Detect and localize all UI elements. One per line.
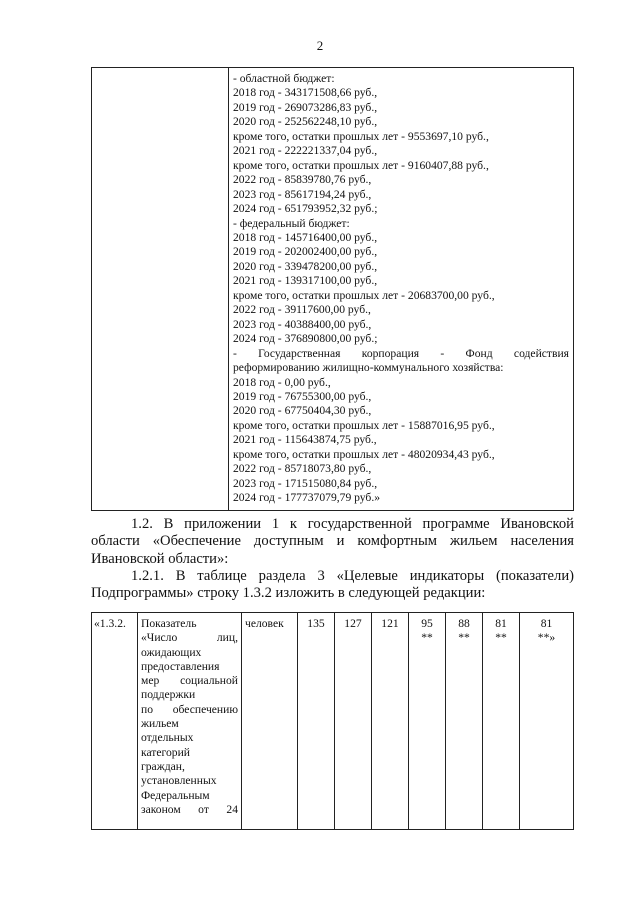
footnote-mark: ** [495, 631, 507, 645]
paragraph-line: Ивановской области»: [91, 550, 229, 567]
funding-line: 2020 год - 67750404,30 руб., [233, 404, 372, 418]
paragraph-line: 1.2.1. В таблице раздела 3 «Целевые индикаторы (показатели) [131, 568, 574, 584]
indicator-name-line: категорий [141, 745, 190, 759]
funding-line: 2021 год - 139317100,00 руб., [233, 274, 378, 288]
funding-line: кроме того, остатки прошлых лет - 9553697,10 руб., [233, 129, 489, 143]
funding-line: 2023 год - 85617194,24 руб., [233, 187, 372, 201]
paragraph-1-2-1 [91, 568, 574, 603]
funding-line: реформированию жилищно-коммунального хозяйства: [233, 361, 504, 375]
funding-line: 2018 год - 343171508,66 руб., [233, 86, 378, 100]
funding-line: 2024 год - 651793952,32 руб.; [233, 202, 378, 216]
paragraph-line: Подпрограммы» строку 1.3.2 изложить в следующей редакции: [91, 585, 486, 602]
funding-line: 2023 год - 171515080,84 руб., [233, 476, 378, 490]
funding-line: 2024 год - 177737079,79 руб.» [233, 491, 381, 505]
funding-line: - областной бюджет: [233, 72, 335, 85]
funding-line: 2018 год - 0,00 руб., [233, 375, 331, 389]
funding-line: 2024 год - 376890800,00 руб.; [233, 332, 378, 346]
funding-line: 2022 год - 39117600,00 руб., [233, 303, 371, 317]
footnote-mark: ** [458, 631, 470, 645]
indicator-unit: человек [242, 613, 298, 829]
indicator-value-starred [520, 613, 573, 829]
page-number: 2 [316, 38, 324, 53]
funding-line: 2018 год - 145716400,00 руб., [233, 230, 378, 244]
indicator-value-starred [446, 613, 483, 829]
indicator-name-line: мер социальной [141, 674, 238, 688]
funding-table-empty-cell [92, 68, 229, 510]
indicator-value: 88 [458, 617, 470, 630]
indicator-name [138, 613, 242, 829]
funding-line: 2021 год - 222221337,04 руб., [233, 144, 378, 158]
indicator-value: 135 [298, 613, 335, 829]
indicator-value-starred [483, 613, 520, 829]
funding-line: 2022 год - 85839780,76 руб., [233, 173, 372, 187]
indicator-name-line: по обеспечению [141, 702, 238, 716]
paragraph-line: области «Обеспечение доступным и комфортным жильем населения [91, 533, 574, 550]
indicator-name-line: Федеральным [141, 788, 210, 802]
indicator-table [91, 612, 574, 830]
funding-line: кроме того, остатки прошлых лет - 15887016,95 руб., [233, 418, 495, 432]
indicator-name-line: предоставления [141, 659, 220, 673]
indicator-name-line: законом от 24 [141, 802, 238, 816]
funding-line: 2022 год - 85718073,80 руб., [233, 462, 372, 476]
paragraph-1-2 [91, 516, 574, 568]
indicator-name-line: «Число лиц, [141, 631, 238, 645]
funding-line: 2020 год - 339478200,00 руб., [233, 259, 378, 273]
funding-table-text-cell [229, 68, 573, 510]
funding-line: кроме того, остатки прошлых лет - 20683700,00 руб., [233, 288, 495, 302]
indicator-value: 81 [540, 617, 553, 630]
funding-line: 2019 год - 269073286,83 руб., [233, 100, 378, 114]
funding-line: 2023 год - 40388400,00 руб., [233, 317, 372, 331]
indicator-value: 127 [335, 613, 372, 829]
indicator-name-line: граждан, [141, 759, 185, 773]
footnote-mark: ** [421, 631, 433, 645]
paragraph-line: 1.2. В приложении 1 к государственной программе Ивановской [131, 516, 574, 532]
indicator-value: 121 [372, 613, 409, 829]
funding-table [91, 67, 574, 511]
indicator-name-line: Показатель [141, 617, 197, 630]
indicator-value: 95 [421, 617, 433, 630]
funding-line: 2020 год - 252562248,10 руб., [233, 115, 378, 129]
indicator-name-line: установленных [141, 774, 217, 788]
footnote-mark: **» [537, 631, 556, 645]
indicator-value: 81 [495, 617, 507, 630]
funding-line: - Государственная корпорация - Фонд содействия [233, 346, 569, 360]
funding-line: - федеральный бюджет: [233, 216, 350, 230]
funding-line: 2019 год - 202002400,00 руб., [233, 245, 378, 259]
indicator-value-starred [409, 613, 446, 829]
indicator-code: «1.3.2. [92, 613, 138, 829]
indicator-name-line: отдельных [141, 731, 194, 745]
funding-line: кроме того, остатки прошлых лет - 48020934,43 руб., [233, 447, 495, 461]
indicator-name-line: поддержки [141, 688, 196, 702]
funding-line: кроме того, остатки прошлых лет - 9160407,88 руб., [233, 158, 489, 172]
funding-line: 2021 год - 115643874,75 руб., [233, 433, 377, 447]
funding-line: 2019 год - 76755300,00 руб., [233, 389, 372, 403]
indicator-name-line: жильем [141, 717, 179, 731]
indicator-name-line: ожидающих [141, 645, 202, 659]
